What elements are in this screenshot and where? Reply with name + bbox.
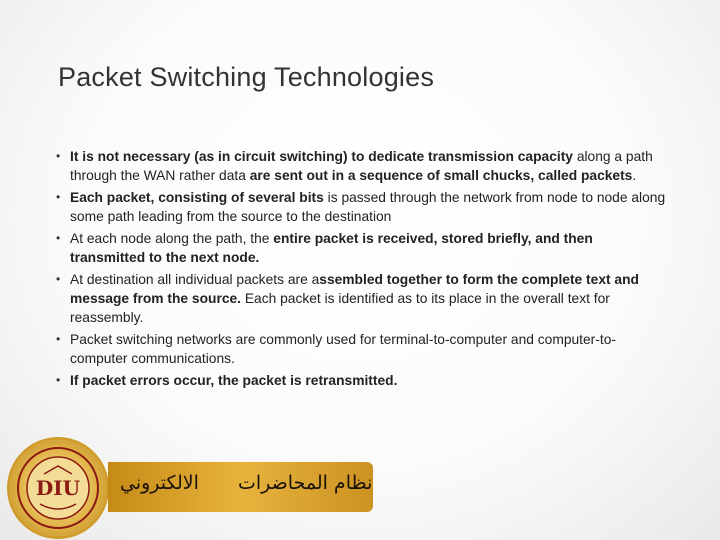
bullet-text-segment: At each node along the path, the: [70, 231, 274, 246]
banner-text-electronic: الالكتروني: [120, 472, 199, 494]
university-logo: [10, 440, 106, 536]
bullet-text-segment: are sent out in a sequence of small chucks, called packets: [249, 168, 633, 183]
logo-text: DIU: [35, 476, 81, 500]
footer-banner: [108, 462, 373, 512]
bullet-text-segment: At destination all individual packets are a: [70, 272, 320, 287]
bullet-text-segment: entire packet is received, stored briefly, and then transmitted to the next node.: [70, 231, 593, 265]
bullet-dot-icon: •: [56, 149, 61, 163]
bullet-text-segment: It is not necessary (as in circuit switching) to dedicate transmission capacity: [70, 149, 573, 164]
bullet-text-segment: Packet switching networks are commonly used for terminal-to-computer and computer-to-computer communications.: [70, 332, 616, 366]
bullet-item: [56, 229, 668, 267]
bullet-item: [56, 147, 668, 185]
bullet-text-segment: If packet errors occur, the packet is retransmitted.: [70, 373, 398, 388]
bullet-dot-icon: •: [56, 272, 61, 286]
slide-title: Packet Switching Technologies: [58, 62, 435, 92]
bullet-text-segment: ssembled together to form the complete text and message from the source.: [70, 272, 639, 306]
logo-emblem-icon: [10, 440, 106, 536]
bullet-text-segment: Each packet, consisting of several bits: [70, 190, 324, 205]
bullet-dot-icon: •: [56, 332, 61, 346]
bullet-item: [56, 330, 668, 368]
bullet-text-segment: Each packet is identified as to its place in the overall text for reassembly.: [70, 291, 610, 325]
bullet-list: [56, 147, 668, 393]
bullet-dot-icon: •: [56, 373, 61, 387]
footer: [0, 440, 720, 540]
banner-text-lecture-system: نظام المحاضرات: [238, 472, 373, 494]
bullet-dot-icon: •: [56, 190, 61, 204]
bullet-dot-icon: •: [56, 231, 61, 245]
bullet-text-segment: .: [632, 168, 637, 183]
bullet-text-segment: along a path through the WAN rather data: [70, 149, 653, 183]
bullet-item: [56, 188, 668, 226]
bullet-item: [56, 371, 668, 390]
bullet-item: [56, 270, 668, 327]
bullet-text-segment: is passed through the network from node to node along some path leading from the source to the destination: [70, 190, 666, 224]
